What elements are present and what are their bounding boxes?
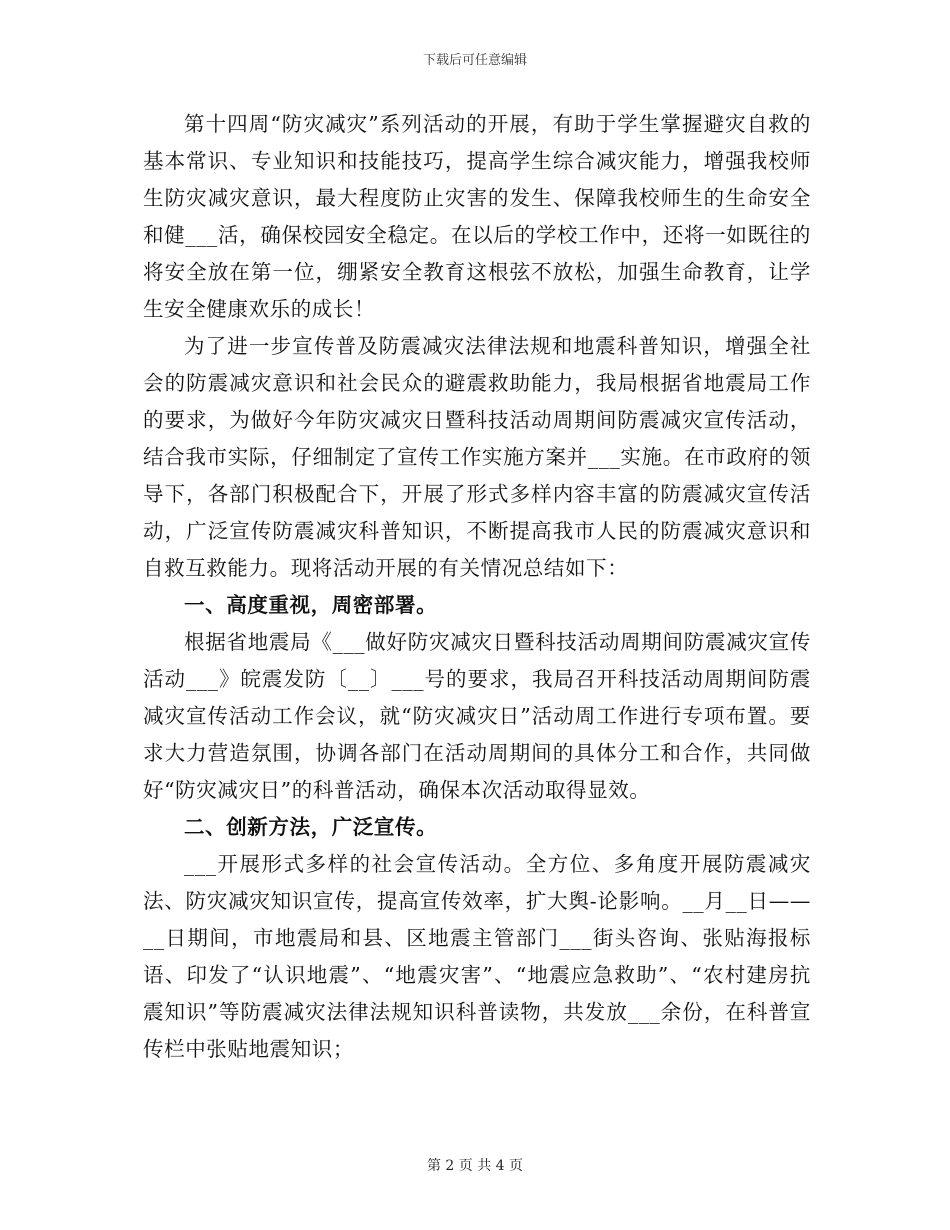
section-heading-2: 二、创新方法，广泛宣传。 <box>184 815 438 839</box>
paragraph-2: 为了进一步宣传普及防震减灾法律法规和地震科普知识，增强全社会的防震减灾意识和社会民众的避震救助能力，我局根据省地震局工作的要求，为做好今年防灾减灾日暨科技活动周期间防震减灾宣传活动，结合我市实际，仔细制定了宣传工作实施方案并___实施。在市政府的领导下，各部门积极配合下，开展了形式多样内容丰富的防震减灾宣传活动，广泛宣传防震减灾科普知识，不断提高我市人民的防震减灾意识和自救互救能力。现将活动开展的有关情况总结如下： <box>143 334 811 580</box>
paragraph-1: 第十四周“防灾减灾”系列活动的开展，有助于学生掌握避灾自救的基本常识、专业知识和技能技巧，提高学生综合减灾能力，增强我校师生防灾减灾意识，最大程度防止灾害的发生、保障我校师生的生命安全和健___活，确保校园安全稳定。在以后的学校工作中，还将一如既往的将安全放在第一位，绷紧安全教育这根弦不放松，加强生命教育，让学生安全健康欢乐的成长！ <box>143 112 811 321</box>
document-body <box>143 106 811 1068</box>
section-heading-1: 一、高度重视，周密部署。 <box>184 593 438 617</box>
page-header: 下载后可任意编辑 <box>422 53 527 68</box>
paragraph-3: 根据省地震局《___做好防灾减灾日暨科技活动周期间防震减灾宣传活动___》皖震发防〔__〕___号的要求，我局召开科技活动周期间防震减灾宣传活动工作会议，就“防灾减灾日”活动周工作进行专项布置。要求大力营造氛围，协调各部门在活动周期间的具体分工和合作，共同做好“防灾减灾日”的科普活动，确保本次活动取得显效。 <box>143 630 811 802</box>
paragraph-4: ___开展形式多样的社会宣传活动。全方位、多角度开展防震减灾法、防灾减灾知识宣传，提高宣传效率，扩大舆-论影响。__月__日——__日期间，市地震局和县、区地震主管部门___街头咨询、张贴海报标语、印发了“认识地震”、“地震灾害”、“地震应急救助”、“农村建房抗震知识”等防震减灾法律法规知识科普读物，共发放___余份，在科普宣传栏中张贴地震知识； <box>143 852 811 1061</box>
page-footer: 第 2 页 共 4 页 <box>426 1158 524 1174</box>
